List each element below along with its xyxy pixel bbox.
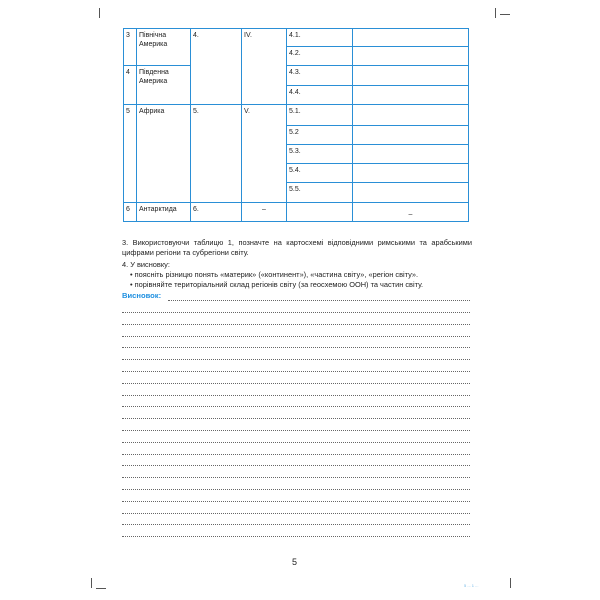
crop-mark-top-left-v [99, 8, 100, 18]
conclusion-line[interactable] [122, 395, 470, 396]
continent-cell: Африка [137, 105, 191, 203]
subregion-cell: 5.4. [287, 164, 353, 183]
task-4-bullet-2: • порівняйте територіальний склад регіонів світу (за геосхемою ООН) та частин світу. [130, 280, 424, 289]
answer-cell [353, 86, 469, 105]
subregion-cell: 5.5. [287, 183, 353, 203]
crop-mark-bottom-left-h [96, 588, 106, 589]
regions-table [123, 28, 469, 222]
task-4-block [122, 260, 472, 290]
subregion-cell [287, 203, 353, 222]
region-arabic-cell: 5. [191, 105, 242, 203]
continent-cell: Антарктида [137, 203, 191, 222]
footer-text: 5 ... 1 ... [464, 583, 479, 588]
conclusion-line[interactable] [122, 312, 470, 313]
region-arabic-cell: 6. [191, 203, 242, 222]
subregion-cell: 4.3. [287, 66, 353, 86]
subregion-cell: 4.2. [287, 47, 353, 66]
conclusion-line[interactable] [122, 442, 470, 443]
region-roman-cell: V. [242, 105, 287, 203]
answer-cell [353, 66, 469, 86]
row-number: 3 [124, 29, 137, 66]
region-roman-cell: IV. [242, 29, 287, 105]
subregion-cell: 5.3. [287, 145, 353, 164]
row-number: 5 [124, 105, 137, 203]
answer-cell [353, 105, 469, 126]
subregion-cell: 4.1. [287, 29, 353, 47]
conclusion-line[interactable] [122, 324, 470, 325]
answer-cell [353, 164, 469, 183]
conclusion-line[interactable] [122, 477, 470, 478]
subregion-cell: 4.4. [287, 86, 353, 105]
crop-mark-top-right-h [500, 14, 510, 15]
answer-cell [353, 183, 469, 203]
conclusion-line[interactable] [122, 430, 470, 431]
conclusion-line[interactable] [122, 454, 470, 455]
conclusion-line[interactable] [122, 465, 470, 466]
conclusion-line[interactable] [122, 513, 470, 514]
answer-cell [353, 29, 469, 47]
region-roman-cell: – [242, 203, 287, 222]
task-4-bullet-1: • поясніть різницю понять «материк» («континент»), «частина світу», «регіон світу». [130, 270, 419, 279]
crop-mark-bottom-right-v [510, 578, 511, 588]
conclusion-line[interactable] [122, 383, 470, 384]
conclusion-line[interactable] [122, 347, 470, 348]
answer-cell [353, 47, 469, 66]
answer-cell [353, 145, 469, 164]
continent-cell: Південна Америка [137, 66, 191, 105]
crop-mark-top-right-v [495, 8, 496, 18]
region-arabic-cell: 4. [191, 29, 242, 105]
conclusion-line[interactable] [122, 418, 470, 419]
conclusion-line[interactable] [122, 371, 470, 372]
conclusion-label: Висновок: [122, 291, 162, 300]
task-3-text: 3. Використовуючи таблицю 1, позначте на картосхемі відповідними римськими та арабськими цифрами регіони та субрегіони світу. [122, 238, 472, 257]
conclusion-line[interactable] [122, 336, 470, 337]
answer-cell [353, 126, 469, 145]
conclusion-line[interactable] [122, 406, 470, 407]
conclusion-line[interactable] [122, 501, 470, 502]
conclusion-line[interactable] [122, 359, 470, 360]
conclusion-line[interactable] [122, 524, 470, 525]
row-number: 6 [124, 203, 137, 222]
row-number: 4 [124, 66, 137, 105]
page-number: 5 [292, 557, 298, 567]
conclusion-first-line[interactable] [168, 300, 470, 301]
subregion-cell: 5.2 [287, 126, 353, 145]
crop-mark-bottom-left-v [91, 578, 92, 588]
continent-cell: Північна Америка [137, 29, 191, 66]
conclusion-line[interactable] [122, 489, 470, 490]
conclusion-line[interactable] [122, 536, 470, 537]
task-4-intro: 4. У висновку: [122, 260, 170, 269]
answer-cell-dash: – [353, 203, 469, 222]
subregion-cell: 5.1. [287, 105, 353, 126]
